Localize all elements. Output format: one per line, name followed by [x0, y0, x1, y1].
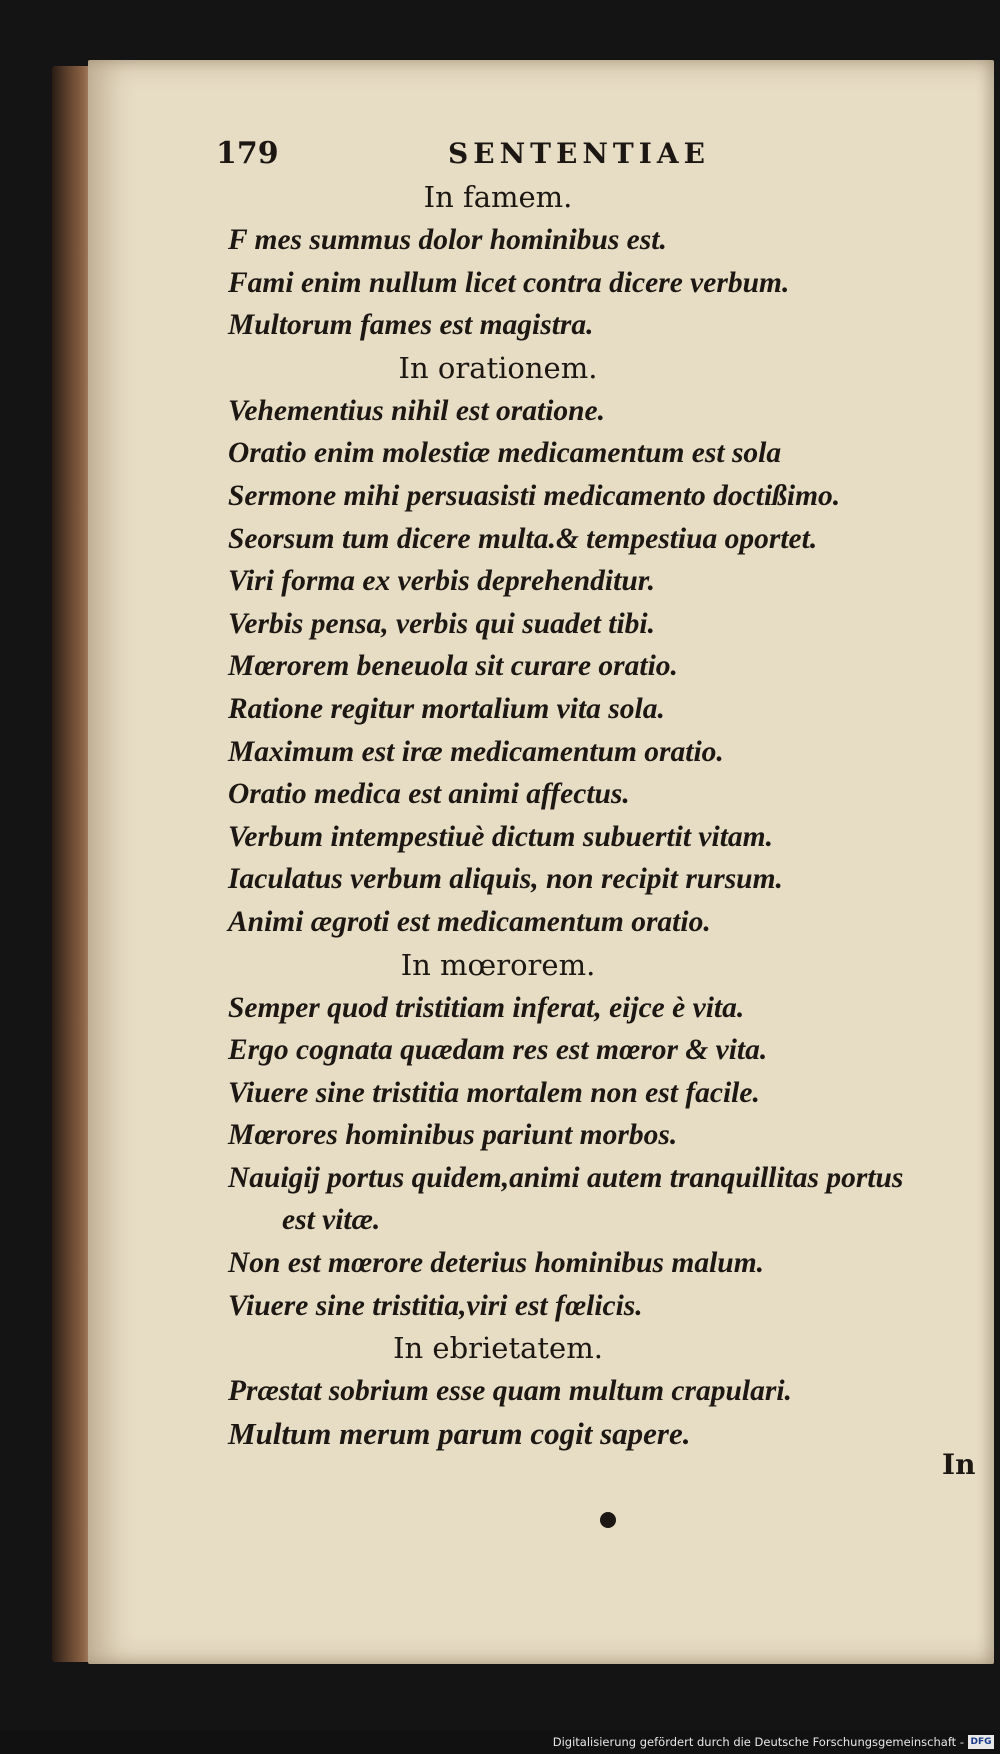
- page-header: [0, 132, 1000, 176]
- verse-line: Ratione regitur mortalium vita sola.: [228, 692, 665, 725]
- verse-line-continuation: est vitæ.: [282, 1204, 381, 1237]
- digitization-footer: [0, 1730, 1000, 1754]
- section-heading-famem: In famem.: [423, 180, 573, 214]
- verse-line: Mœrorem beneuola sit curare oratio.: [228, 650, 678, 683]
- verse-line: Fami enim nullum licet contra dicere verbum.: [228, 266, 790, 299]
- verse-line: Oratio enim molestiæ medicamentum est sola: [228, 437, 782, 470]
- section-heading-ebrietatem: In ebrietatem.: [393, 1331, 603, 1366]
- catchword: In: [942, 1448, 976, 1481]
- dfg-logo: DFG: [968, 1735, 994, 1749]
- page-body: [228, 176, 976, 1455]
- page-number: 179: [216, 136, 279, 171]
- verse-line: Viri forma ex verbis deprehenditur.: [228, 565, 655, 598]
- verse-line: Præstat sobrium esse quam multum crapulari.: [228, 1375, 792, 1408]
- verse-line: Iaculatus verbum aliquis, non recipit rursum.: [228, 863, 783, 896]
- verse-line: Animi ægroti est medicamentum oratio.: [228, 905, 711, 938]
- ink-dot-ornament: [600, 1512, 616, 1528]
- section-heading-moerorem: In mœrorem.: [400, 947, 596, 982]
- verse-line: Seorsum tum dicere multa.& tempestiua oportet.: [228, 522, 818, 555]
- section-heading-orationem: In orationem.: [398, 350, 598, 385]
- verse-line: Multum merum parum cogit sapere.: [228, 1415, 691, 1451]
- funding-credit: Digitalisierung gefördert durch die Deutsche Forschungsgemeinschaft -: [552, 1735, 964, 1749]
- verse-line: Viuere sine tristitia mortalem non est facile.: [228, 1076, 760, 1109]
- verse-line: Ergo cognata quædam res est mœror & vita.: [228, 1034, 768, 1067]
- verse-line: Semper quod tristitiam inferat, eijce è vita.: [228, 991, 745, 1024]
- verse-line: Vehementius nihil est oratione.: [228, 394, 606, 427]
- verse-line: Mœrores hominibus pariunt morbos.: [228, 1119, 678, 1152]
- verse-line: Viuere sine tristitia,viri est fœlicis.: [228, 1289, 643, 1322]
- verse-line: Oratio medica est animi affectus.: [228, 778, 630, 811]
- verse-line: Verbis pensa, verbis qui suadet tibi.: [228, 607, 655, 640]
- verse-line: Verbum intempestiuè dictum subuertit vitam.: [228, 820, 773, 853]
- verse-line: F mes summus dolor hominibus est.: [228, 224, 667, 256]
- verse-line: Maximum est iræ medicamentum oratio.: [228, 735, 724, 768]
- verse-line: Non est mœrore deterius hominibus malum.: [228, 1247, 765, 1280]
- running-title: SENTENTIAE: [448, 137, 710, 170]
- verse-line: Nauigij portus quidem,animi autem tranquillitas portus: [228, 1161, 904, 1194]
- verse-line: Multorum fames est magistra.: [228, 309, 594, 342]
- verse-line: Sermone mihi persuasisti medicamento doctißimo.: [228, 479, 841, 512]
